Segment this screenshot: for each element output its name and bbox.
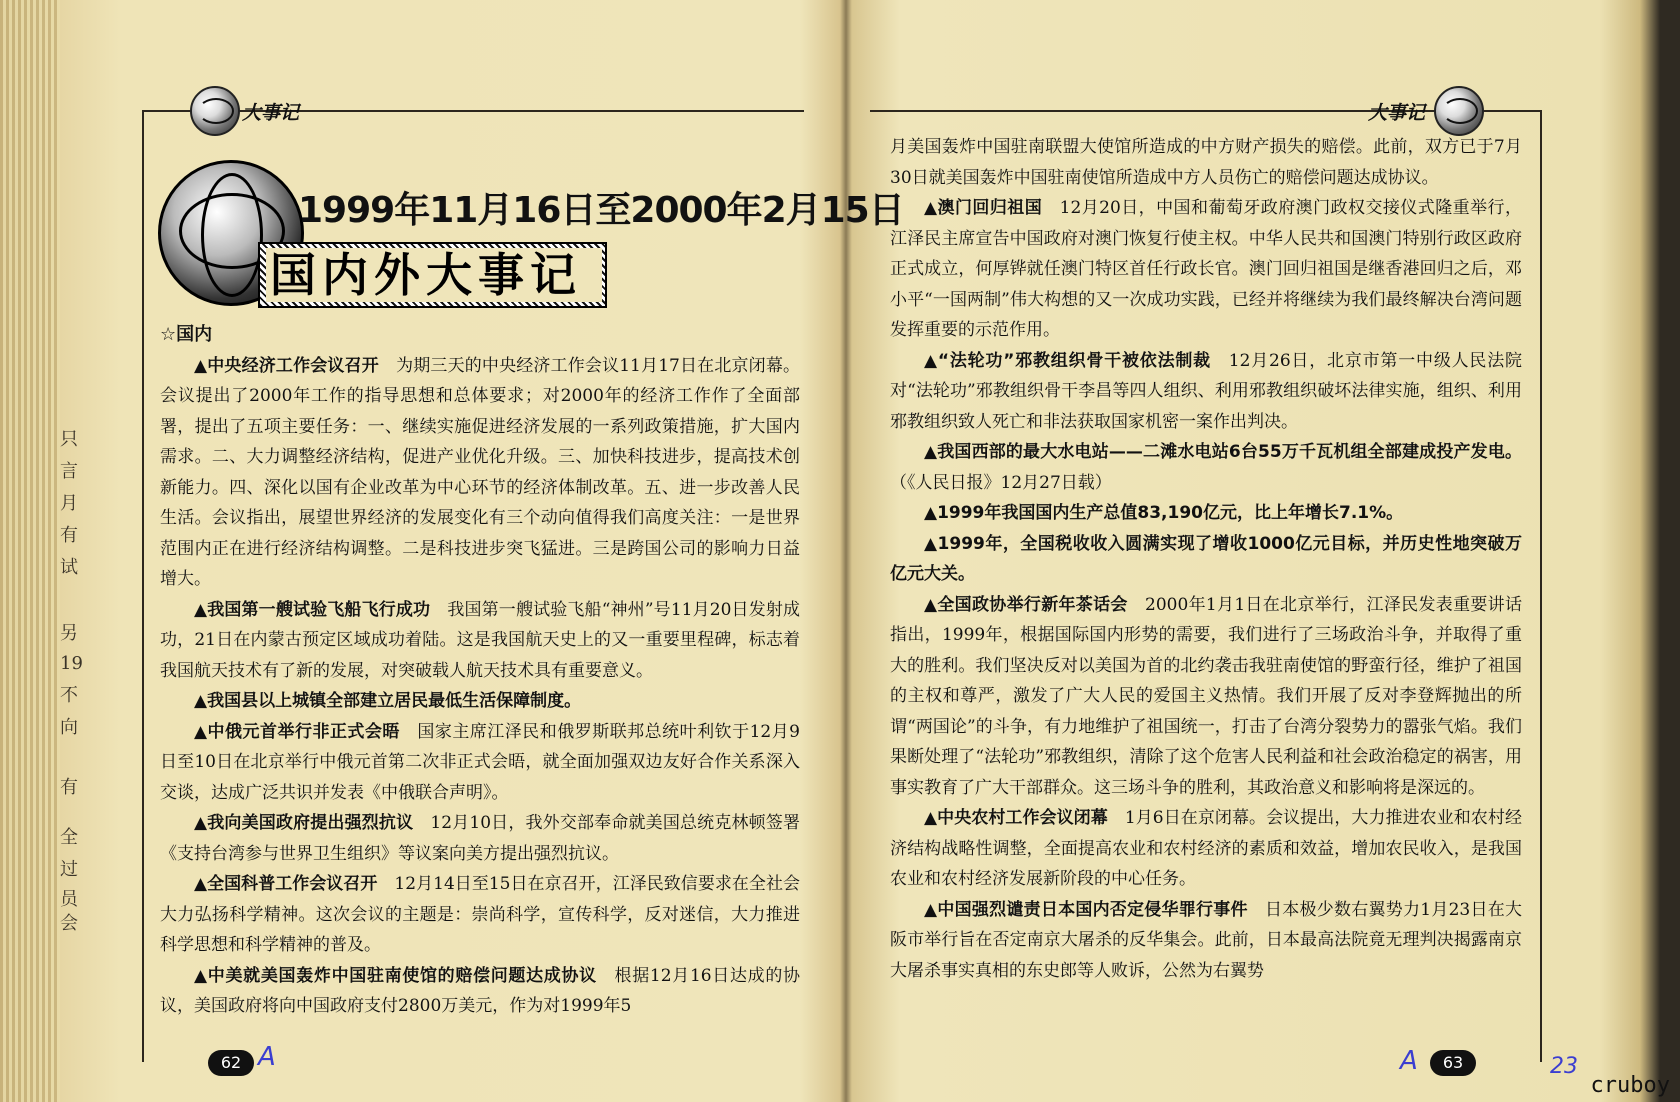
news-item — [890, 803, 1522, 895]
page-number-left: 62 — [208, 1050, 254, 1076]
right-page-body — [890, 132, 1522, 986]
news-item-text: 12月14日至15日在京召开，江泽民致信要求在全社会大力弘扬科学精神。这次会议的主题是：崇尚科学，宣传科学，反对迷信，大力推进科学思想和科学精神的普及。 — [160, 874, 800, 955]
pen-mark-right: A — [1400, 1046, 1418, 1076]
edge-character: 试 — [60, 557, 78, 578]
edge-character: 另 — [60, 623, 78, 644]
news-item — [160, 717, 800, 809]
news-item-headline: ▲中国强烈谴责日本国内否定侵华罪行事件 — [924, 899, 1248, 920]
news-item-headline: ▲中央经济工作会议召开 — [194, 355, 379, 376]
news-item — [160, 808, 800, 869]
edge-character: 向 — [60, 717, 78, 738]
edge-character: 有 — [60, 777, 78, 798]
edge-character: 员会 — [60, 889, 78, 934]
news-item — [890, 132, 1522, 193]
news-item — [890, 437, 1522, 498]
title-main: 国内外大事记 — [266, 248, 602, 302]
news-item-text: 我国第一艘试验飞船“神州”号11月20日发射成功，21日在内蒙古预定区域成功着陆。这是我国航天史上的又一重要里程碑，标志着我国航天技术有了新的发展，对突破载人航天技术具有重要意义。 — [160, 599, 800, 681]
news-item-headline: ▲我国第一艘试验飞船飞行成功 — [194, 599, 431, 620]
news-item-text: 为期三天的中央经济工作会议11月17日在北京闭幕。会议提出了2000年工作的指导思想和总体要求；对2000年的经济工作作了全面部署，提出了五项主要任务：一、继续实施促进经济发展的一系列政策措施，扩大国内需求。二、大力调整经济结构，促进产业优化升级。三、加快科技进步，提高技术创新能力。四、深化以国有企业改革为中心环节的经济体制改革。五、进一步改善人民生活。会议指出，展望世界经济的发展变化有三个动向值得我们高度关注：一是世界范围内正在进行经济结构调整。二是科技进步突飞猛进。三是跨国公司的影响力日益增大。 — [160, 355, 800, 589]
news-item-text: 日本极少数右翼势力1月23日在大阪市举行旨在否定南京大屠杀的反华集会。此前，日本最高法院竟无理判决揭露南京大屠杀事实真相的东史郎等人败诉，公然为右翼势 — [890, 899, 1522, 981]
title-banner — [258, 242, 607, 308]
news-item-text: 12月10日，我外交部奉命就美国总统克林顿签署《支持台湾参与世界卫生组织》等议案向美方提出强烈抗议。 — [160, 813, 801, 864]
pen-mark-left: A — [258, 1042, 276, 1072]
globe-icon — [1434, 86, 1484, 136]
news-item — [890, 529, 1522, 590]
edge-character: 19 — [60, 653, 83, 674]
edge-character: 有 — [60, 525, 78, 546]
news-item — [160, 686, 800, 717]
news-item-headline: ▲中央农村工作会议闭幕 — [924, 808, 1108, 828]
news-item-headline: ▲我国西部的最大水电站——二滩水电站6台55万千瓦机组全部建成投产发电。 — [924, 442, 1522, 462]
news-item-text: 2000年1月1日在北京举行，江泽民发表重要讲话指出，1999年，根据国际国内形势的需要，我们进行了三场政治斗争，并取得了重大的胜利。我们坚决反对以美国为首的北约袭击我驻南使馆的野蛮行径，维护了祖国的主权和尊严，激发了广大人民的爱国主义热情。我们开展了反对李登辉抛出的所谓“两国论”的斗争，有力地维护了祖国统一，打击了台湾分裂势力的嚣张气焰。我们果断处理了“法轮功”邪教组织，清除了这个危害人民利益和社会政治稳定的祸害，用事实教育了广大干部群众。这三场斗争的胜利，其政治意义和影响将是深远的。 — [890, 594, 1522, 798]
left-page — [90, 20, 904, 1090]
globe-icon — [190, 86, 240, 136]
news-item-headline: ▲1999年我国国内生产总值83,190亿元，比上年增长7.1%。 — [924, 503, 1404, 523]
news-item — [160, 595, 800, 687]
edge-character: 只 — [60, 429, 78, 450]
news-item-text: 1月6日在京闭幕。会议提出，大力推进农业和农村经济结构战略性调整，全面提高农业和农村经济的素质和效益，增加农民收入，是我国农业和农村经济发展新阶段的中心任务。 — [890, 808, 1522, 889]
right-page-header: 大事记 — [1368, 102, 1426, 124]
title-block — [158, 160, 904, 320]
right-page — [860, 20, 1620, 1090]
news-item-headline: ▲我国县以上城镇全部建立居民最低生活保障制度。 — [194, 691, 582, 711]
news-item — [890, 895, 1522, 987]
news-item-text: 12月26日，北京市第一中级人民法院对“法轮功”邪教组织骨干李昌等四人组织、利用邪教组织破坏法律实施，组织、利用邪教组织致人死亡和非法获取国家机密一案作出判决。 — [890, 350, 1523, 432]
news-item — [890, 346, 1522, 438]
news-item-text: 12月20日，中国和葡萄牙政府澳门政权交接仪式隆重举行，江泽民主席宣告中国政府对澳门恢复行使主权。中华人民共和国澳门特别行政区政府正式成立，何厚铧就任澳门特区首任行政长官。澳门回归祖国是继香港回归之后，邓小平“一国两制”伟大构想的又一次成功实践，已经并将继续为我们最终解决台湾问题发挥重要的示范作用。 — [890, 198, 1522, 340]
news-item-text: （《人民日报》12月27日载） — [890, 472, 1112, 493]
news-item-text: 根据12月16日达成的协议，美国政府将向中国政府支付2800万美元，作为对1999年5 — [160, 965, 801, 1016]
news-item-headline: ▲澳门回归祖国 — [924, 198, 1043, 218]
news-item-headline: ▲我向美国政府提出强烈抗议 — [194, 813, 414, 833]
news-item-headline: ▲“法轮功”邪教组织骨干被依法制裁 — [924, 350, 1211, 371]
news-item-text: 月美国轰炸中国驻南联盟大使馆所造成的中方财产损失的赔偿。此前，双方已于7月30日就美国轰炸中国驻南使馆所造成中方人员伤亡的赔偿问题达成协议。 — [890, 137, 1522, 188]
edge-character: 过 — [60, 859, 78, 880]
edge-character: 不 — [60, 685, 78, 706]
news-item — [160, 351, 800, 595]
news-item — [890, 590, 1522, 804]
news-item — [890, 193, 1522, 346]
news-item-headline: ▲中美就美国轰炸中国驻南使馆的赔偿问题达成协议 — [194, 965, 597, 986]
edge-character: 言 — [60, 461, 78, 482]
watermark: cruboy — [1590, 1073, 1670, 1098]
news-item-headline: ▲全国科普工作会议召开 — [194, 874, 378, 894]
news-item-headline: ▲全国政协举行新年茶话会 — [924, 594, 1128, 615]
edge-character: 全 — [60, 827, 78, 848]
edge-character: 月 — [60, 493, 78, 514]
title-date-range: 1999年11月16日至2000年2月15日 — [298, 190, 904, 231]
news-item — [160, 869, 800, 961]
left-page-header: 大事记 — [242, 102, 300, 124]
left-page-body — [160, 320, 800, 1022]
news-item-headline: ▲1999年，全国税收收入圆满实现了增收1000亿元目标，并历史性地突破万亿元大关。 — [890, 533, 1522, 584]
news-item — [160, 961, 800, 1022]
news-item-headline: ▲中俄元首举行非正式会晤 — [194, 721, 400, 742]
pen-page-count: 23 — [1550, 1054, 1578, 1079]
section-heading: ☆国内 — [160, 324, 213, 345]
news-item-text: 国家主席江泽民和俄罗斯联邦总统叶利钦于12月9日至10日在北京举行中俄元首第二次非正式会晤，就全面加强双边友好合作关系深入交谈，达成广泛共识并发表《中俄联合声明》。 — [160, 721, 800, 803]
page-number-right: 63 — [1430, 1050, 1476, 1076]
news-item — [890, 498, 1522, 529]
previous-pages-edge — [0, 0, 60, 1102]
